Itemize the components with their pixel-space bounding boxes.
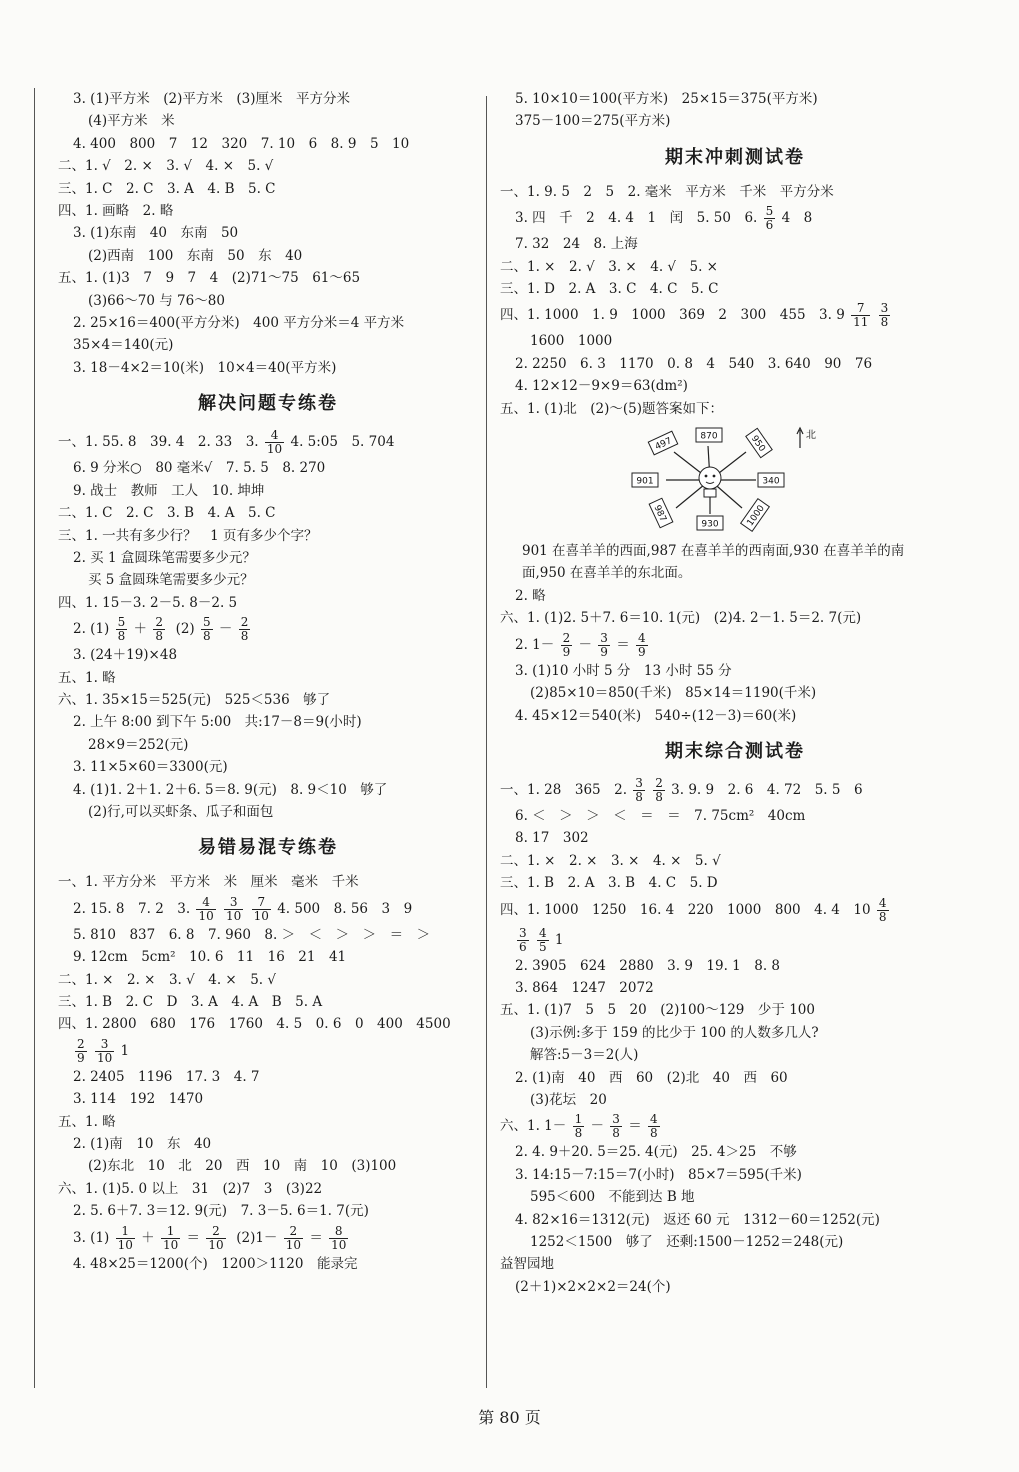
fraction: $\frac{7}{10}$ [253, 894, 269, 923]
fraction: $\frac{7}{11}$ [853, 301, 869, 330]
answer-line: (3)示例:多于 159 的比少于 100 的人数多几人? [530, 1024, 819, 1041]
answer-line: 一、1. 9. 5 2 5 2. 毫米 平方米 千米 平方分米 [500, 183, 834, 200]
answer-line: 2. (1)南 10 东 40 [73, 1136, 212, 1153]
fraction: $\frac{3}{6}$ [519, 925, 527, 954]
fraction: $\frac{2}{8}$ [155, 615, 163, 644]
answer-line: 6. ＜ ＞ ＞ ＜ ＝ ＝ 7. 75cm² 40cm [515, 807, 806, 824]
answer-line: 9. 12cm 5cm² 10. 6 11 16 21 41 [73, 949, 347, 966]
page-number: 第 80 页 [478, 1408, 541, 1427]
fraction: $\frac{3}{9}$ [600, 630, 608, 659]
diagram-number: 340 [762, 476, 780, 487]
fraction: $\frac{3}{8}$ [612, 1112, 620, 1141]
diagram-number: 901 [636, 476, 654, 487]
answer-line: 一、1. 28 365 2. $\frac{3}{8}$ $\frac{2}{8}$ 3. 9. 9 2. 6 4. 72 5. 5 6 [500, 775, 863, 804]
answer-line: 二、1. × 2. × 3. × 4. × 5. √ [500, 852, 721, 869]
answer-line: 一、1. 平方分米 平方米 米 厘米 毫米 千米 [58, 874, 359, 891]
answer-line: $\frac{3}{6}$ $\frac{4}{5}$ 1 [519, 925, 564, 954]
answer-line: 3. (1)东南 40 东南 50 [73, 225, 239, 242]
answer-line: 2. (1) $\frac{5}{8}$ ＋ $\frac{2}{8}$ (2) $\frac{5}{8}$ － $\frac{2}{8}$ [73, 615, 249, 644]
fraction: $\frac{4}{10}$ [198, 894, 214, 923]
answer-line: 四、1. 画略 2. 略 [58, 203, 174, 220]
answer-line: 4. 82×16＝1312(元) 返还 60 元 1312－60＝1252(元) [515, 1211, 880, 1228]
answer-paragraph: 901 在喜羊羊的西面,987 在喜羊羊的西南面,930 在喜羊羊的南面,950 在喜羊羊的东北面。 [522, 543, 905, 582]
section-title: 期末综合测试卷 [665, 740, 805, 762]
answer-line: 5. 10×10＝100(平方米) 25×15＝375(平方米) [515, 91, 818, 107]
answer-line: 2. 上午 8:00 到下午 5:00 共:17－8＝9(小时) [73, 714, 362, 731]
answer-line: 2. 买 1 盒圆珠笔需要多少元？ [73, 549, 256, 566]
answer-line: 2. 2405 1196 17. 3 4. 7 [73, 1068, 260, 1085]
fraction: $\frac{5}{8}$ [117, 615, 126, 644]
answer-line: 四、1. 2800 680 176 1760 4. 5 0. 6 0 400 4500 [58, 1016, 451, 1033]
fraction: $\frac{8}{10}$ [331, 1223, 347, 1252]
answer-line: 7. 32 24 8. 上海 [515, 236, 638, 253]
fraction: $\frac{3}{8}$ [880, 301, 889, 330]
answer-line: 三、1. B 2. A 3. B 4. C 5. D [500, 875, 718, 892]
north-label: 北 [806, 430, 816, 442]
diagram-number: 870 [700, 431, 718, 442]
answer-line: 二、1. × 2. √ 3. × 4. √ 5. × [500, 258, 718, 275]
answer-line: 1252＜1500 够了 还剩:1500－1252＝248(元) [530, 1234, 844, 1250]
fraction: $\frac{4}{9}$ [638, 630, 646, 659]
answer-line: 3. 114 192 1470 [73, 1091, 204, 1108]
answer-line: 2. 15. 8 7. 2 3. $\frac{4}{10}$ $\frac{3}{10}$ $\frac{7}{10}$ 4. 500 8. 56 3 9 [73, 894, 413, 923]
fraction: $\frac{3}{10}$ [96, 1036, 113, 1065]
answer-line: 375－100＝275(平方米) [515, 113, 671, 130]
answer-line: (4)平方米 米 [88, 113, 175, 130]
diagram-number: 1000 [745, 503, 767, 529]
fraction: $\frac{2}{10}$ [208, 1223, 224, 1252]
fraction: $\frac{1}{10}$ [117, 1223, 133, 1252]
answer-line: 买 5 盒圆珠笔需要多少元？ [88, 572, 254, 589]
answer-line: 3. (24＋19)×48 [73, 647, 178, 664]
answer-line: 2. (1)南 40 西 60 (2)北 40 西 60 [515, 1069, 788, 1086]
answer-line: 二、1. C 2. C 3. B 4. A 5. C [58, 505, 276, 522]
answer-line: 六、1. (1)5. 0 以上 31 (2)7 3 (3)22 [58, 1180, 323, 1197]
answer-line: 六、1. (1)2. 5＋7. 6＝10. 1(元) (2)4. 2－1. 5＝2. 7(元) [500, 610, 862, 627]
answer-line: 五、1. (1)北 (2)～(5)题答案如下： [500, 400, 724, 417]
fraction: $\frac{3}{8}$ [635, 775, 643, 804]
fraction: $\frac{4}{5}$ [538, 925, 547, 954]
answer-line: 四、1. 15－3. 2－5. 8－2. 5 [58, 594, 238, 611]
answer-line: 5. 810 837 6. 8 7. 960 8. ＞ ＜ ＞ ＞ ＝ ＞ [73, 926, 431, 943]
fraction: $\frac{4}{10}$ [266, 428, 283, 457]
answer-line: 2. 2250 6. 3 1170 0. 8 4 540 3. 640 90 76 [515, 355, 873, 372]
answer-line: (2＋1)×2×2×2＝24(个) [515, 1278, 671, 1295]
answer-line: 3. 18－4×2＝10(米) 10×4＝40(平方米) [73, 359, 337, 376]
answer-line: 4. (1)1. 2＋1. 2＋6. 5＝8. 9(元) 8. 9＜10 够了 [73, 781, 388, 798]
fraction: $\frac{4}{8}$ [878, 895, 887, 924]
answer-line: 三、1. C 2. C 3. A 4. B 5. C [58, 180, 276, 197]
fraction: $\frac{2}{10}$ [285, 1223, 302, 1252]
answer-line: 3. (1) $\frac{1}{10}$ ＋ $\frac{1}{10}$ ＝ $\frac{2}{10}$ (2)1－ $\frac{2}{10}$ ＝ $\frac{8}{10}$ [73, 1223, 347, 1252]
answer-line: (2)西南 100 东南 50 东 40 [88, 247, 303, 264]
left-margin-line [34, 88, 35, 1388]
answer-line: 2. 1－ $\frac{2}{9}$ － $\frac{3}{9}$ ＝ $\frac{4}{9}$ [515, 630, 646, 659]
answer-line: 3. (1)平方米 (2)平方米 (3)厘米 平方分米 [73, 91, 351, 107]
fraction: $\frac{4}{8}$ [650, 1112, 658, 1141]
column-divider-line [486, 96, 487, 1388]
section-title: 解决问题专练卷 [198, 393, 338, 415]
section-label: 益智园地 [500, 1256, 554, 1273]
answer-line: 3. 14:15－7:15＝7(小时) 85×7＝595(千米) [515, 1166, 802, 1183]
answer-line: 五、1. 略 [58, 669, 116, 686]
fraction: $\frac{5}{8}$ [202, 615, 211, 644]
fraction: $\frac{1}{10}$ [162, 1223, 179, 1252]
answer-line: 3. 11×5×60＝3300(元) [73, 759, 228, 776]
fraction: $\frac{5}{6}$ [765, 204, 774, 233]
answer-line: 1600 1000 [530, 333, 613, 350]
answer-line: 五、1. (1)7 5 5 20 (2)100～129 少于 100 [500, 1002, 815, 1019]
answer-line: 2. 略 [515, 587, 546, 604]
answer-line: 2. 4. 9＋20. 5＝25. 4(元) 25. 4＞25 不够 [515, 1144, 797, 1161]
answer-line: 4. 12×12－9×9＝63(dm²) [515, 378, 688, 395]
answer-line: 35×4＝140(元) [73, 337, 174, 354]
answer-line: 三、1. D 2. A 3. C 4. C 5. C [500, 281, 719, 298]
answer-line: 3. (1)10 小时 5 分 13 小时 55 分 [515, 662, 732, 679]
answer-line: 4. 45×12＝540(米) 540÷(12－3)＝60(米) [515, 707, 797, 724]
answer-line: (2)85×10＝850(千米) 85×14＝1190(千米) [530, 685, 817, 702]
answer-line: $\frac{2}{9}$ $\frac{3}{10}$ 1 [77, 1036, 130, 1065]
section-title: 期末冲刺测试卷 [665, 146, 805, 168]
answer-line: 三、1. 一共有多少行？ 1 页有多少个字？ [58, 527, 318, 544]
answer-line: 4. 48×25＝1200(个) 1200＞1120 能录完 [73, 1255, 358, 1272]
section-title: 易错易混专练卷 [198, 837, 338, 859]
fraction: $\frac{2}{8}$ [655, 775, 663, 804]
answer-line: 二、1. × 2. × 3. √ 4. × 5. √ [58, 971, 276, 988]
fraction: $\frac{2}{9}$ [562, 630, 571, 659]
answer-line: 五、1. 略 [58, 1113, 116, 1130]
answer-line: (2)东北 10 北 20 西 10 南 10 (3)100 [88, 1158, 397, 1175]
right-column [500, 88, 970, 1298]
answer-line: 4. 400 800 7 12 320 7. 10 6 8. 9 5 10 [73, 135, 410, 152]
answer-line: 六、1. 1－ $\frac{1}{8}$ － $\frac{3}{8}$ ＝ $\frac{4}{8}$ [500, 1112, 658, 1141]
fraction: $\frac{2}{8}$ [240, 615, 249, 644]
fraction: $\frac{1}{8}$ [574, 1112, 583, 1141]
answer-line: 六、1. 35×15＝525(元) 525＜536 够了 [58, 691, 331, 708]
answer-line: 3. 四 千 2 4. 4 1 闰 5. 50 6. $\frac{5}{6}$ 4 8 [515, 204, 813, 233]
answer-line: 四、1. 1000 1250 16. 4 220 1000 800 4. 4 10 $\frac{4}{8}$ [500, 895, 887, 924]
sheep-icon [699, 467, 721, 497]
answer-line: 2. 5. 6＋7. 3＝12. 9(元) 7. 3－5. 6＝1. 7(元) [73, 1203, 369, 1220]
answer-line: 595＜600 不能到达 B 地 [530, 1189, 695, 1206]
answer-line: 四、1. 1000 1. 9 1000 369 2 300 455 3. 9 $\frac{7}{11}$ $\frac{3}{8}$ [500, 301, 889, 330]
answer-line: 二、1. √ 2. × 3. √ 4. × 5. √ [58, 158, 274, 175]
answer-line: 28×9＝252(元) [88, 736, 189, 753]
diagram-number: 950 [748, 434, 767, 454]
fraction: $\frac{2}{9}$ [77, 1036, 85, 1065]
answer-line: 8. 17 302 [515, 830, 589, 847]
fraction: $\frac{3}{10}$ [226, 894, 242, 923]
answer-line: 2. 25×16＝400(平方分米) 400 平方分米＝4 平方米 [73, 315, 405, 332]
answer-line: 解答:5－3＝2(人) [530, 1047, 639, 1064]
diagram-number: 497 [653, 436, 674, 453]
answer-line: 9. 战士 教师 工人 10. 坤坤 [73, 482, 265, 499]
answer-line: 五、1. (1)3 7 9 7 4 (2)71～75 61～65 [58, 270, 361, 287]
answer-line: 3. 864 1247 2072 [515, 979, 654, 996]
answer-line: 一、1. 55. 8 39. 4 2. 33 3. $\frac{4}{10}$ 4. 5:05 5. 704 [58, 428, 395, 457]
answer-line: (2)行,可以买虾条、瓜子和面包 [88, 803, 274, 820]
answer-line: 2. 3905 624 2880 3. 9 19. 1 8. 8 [515, 957, 781, 974]
diagram-number: 930 [701, 519, 719, 530]
answer-line: 6. 9 分米○ 80 毫米√ 7. 5. 5 8. 270 [73, 460, 326, 477]
answer-line: (3)66～70 与 76～80 [88, 292, 225, 309]
answer-line: (3)花坛 20 [530, 1091, 607, 1108]
diagram-number: 987 [651, 503, 668, 524]
direction-diagram [630, 424, 820, 536]
left-column [58, 88, 478, 1275]
answer-line: 三、1. B 2. C D 3. A 4. A B 5. A [58, 994, 323, 1010]
